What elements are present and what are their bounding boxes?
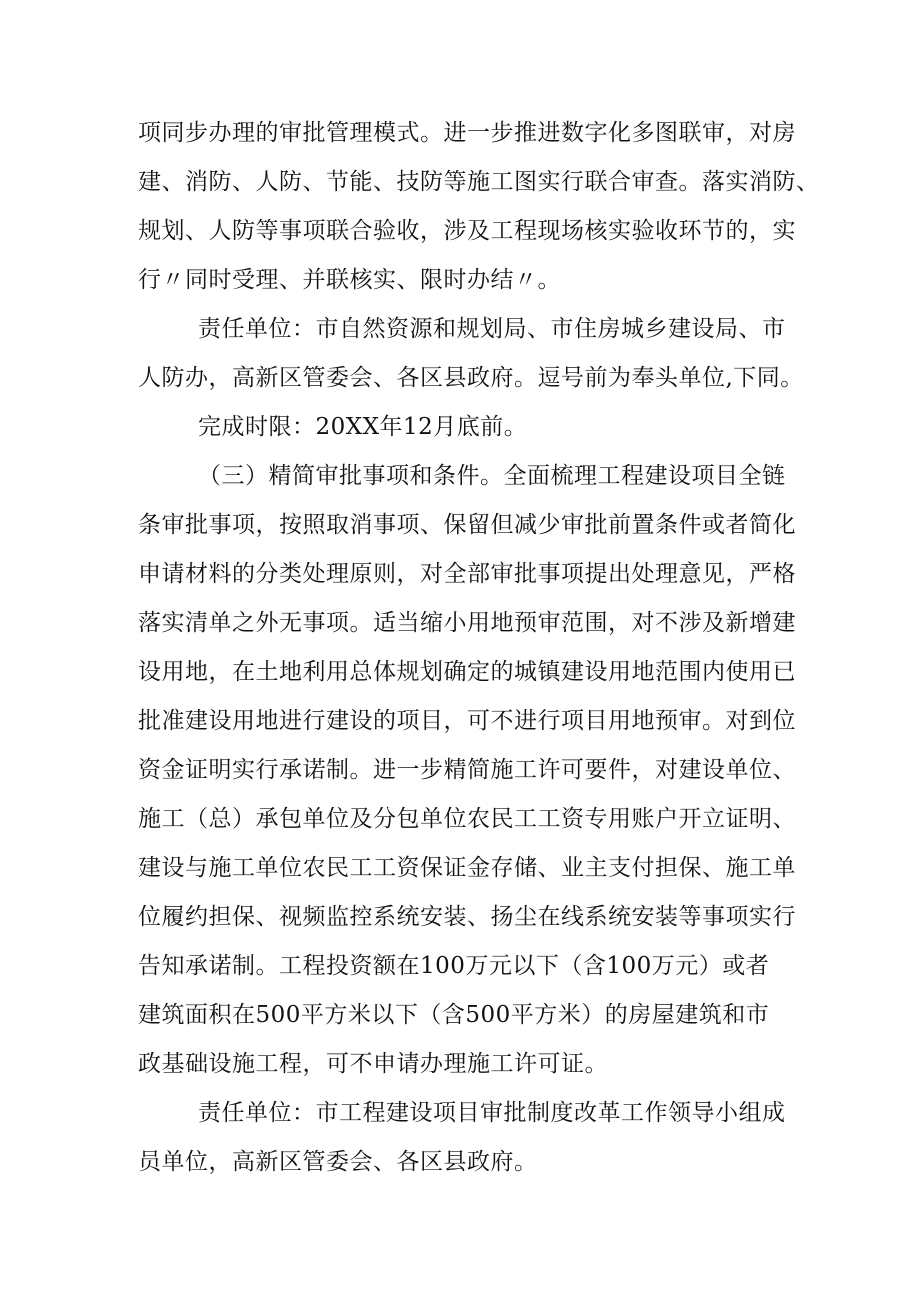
text-line-13: 批准建设用地进行建设的项目，可不进行项目用地预审。对到位 — [138, 708, 796, 734]
responsible-unit-label-1: 责任单位：市自然资源和规划局、市住房城乡建设局、市 — [198, 316, 786, 342]
section-three-heading: （三）精简审批事项和条件。全面梳理工程建设项目全链 — [198, 463, 786, 489]
text-line-19: 建筑面积在500平方米以下（含500平方米）的房屋建筑和市 — [138, 1002, 770, 1028]
text-line-17: 位履约担保、视频监控系统安装、扬尘在线系统安装等事项实行 — [138, 904, 796, 930]
text-line-9: 条审批事项，按照取消事项、保留但减少审批前置条件或者简化 — [138, 512, 796, 538]
text-line-1: 项同步办理的审批管理模式。进一步推进数字化多图联审，对房 — [138, 120, 796, 146]
text-line-2: 建、消防、人防、节能、技防等施工图实行联合审查。落实消防、 — [138, 169, 820, 195]
text-line-3: 规划、人防等事项联合验收，涉及工程现场核实验收环节的，实 — [138, 218, 796, 244]
text-line-15: 施工（总）承包单位及分包单位农民工工资专用账户开立证明、 — [138, 806, 796, 832]
text-line-14: 资金证明实行承诺制。进一步精简施工许可要件，对建设单位、 — [138, 757, 796, 783]
text-line-10: 申请材料的分类处理原则，对全部审批事项提出处理意见，严格 — [138, 561, 796, 587]
text-line-4: 行〃同时受理、并联核实、限时办结〃。 — [138, 267, 561, 293]
text-line-18: 告知承诺制。工程投资额在100万元以下（含100万元）或者 — [138, 953, 770, 979]
deadline-line: 完成时限：20XX年12月底前。 — [198, 414, 528, 440]
text-line-22: 员单位，高新区管委会、各区县政府。 — [138, 1149, 538, 1175]
text-line-11: 落实清单之外无事项。适当缩小用地预审范围，对不涉及新增建 — [138, 610, 796, 636]
text-line-6: 人防办，高新区管委会、各区县政府。逗号前为奉头单位,下同。 — [138, 365, 804, 391]
text-line-20: 政基础设施工程，可不申请办理施工许可证。 — [138, 1051, 608, 1077]
responsible-unit-label-2: 责任单位：市工程建设项目审批制度改革工作领导小组成 — [198, 1100, 786, 1126]
text-line-12: 设用地，在土地利用总体规划确定的城镇建设用地范围内使用已 — [138, 659, 796, 685]
text-line-16: 建设与施工单位农民工工资保证金存储、业主支付担保、施工单 — [138, 855, 796, 881]
